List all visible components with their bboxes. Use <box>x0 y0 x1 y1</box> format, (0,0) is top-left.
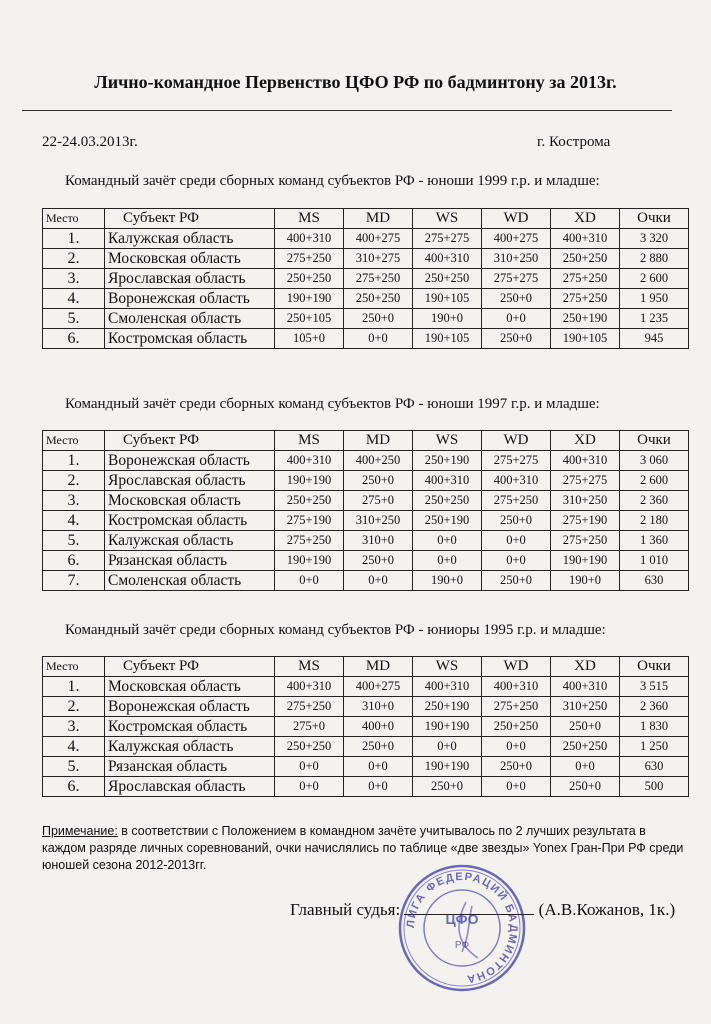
wd-score-cell: 400+275 <box>482 229 551 249</box>
place-cell: 6. <box>43 329 105 349</box>
column-header: MD <box>344 657 413 677</box>
competition-city: г. Кострома <box>537 134 611 150</box>
xd-score-cell: 250+0 <box>551 717 620 737</box>
xd-score-cell: 275+275 <box>551 471 620 491</box>
xd-score-cell: 275+190 <box>551 511 620 531</box>
md-score-cell: 400+275 <box>344 677 413 697</box>
points-cell: 2 360 <box>620 697 689 717</box>
ms-score-cell: 190+190 <box>275 471 344 491</box>
points-cell: 2 600 <box>620 269 689 289</box>
points-cell: 500 <box>620 777 689 797</box>
xd-score-cell: 275+250 <box>551 531 620 551</box>
ws-score-cell: 250+190 <box>413 697 482 717</box>
place-cell: 5. <box>43 757 105 777</box>
table-row <box>43 289 689 309</box>
ws-score-cell: 0+0 <box>413 551 482 571</box>
subject-cell: Рязанская область <box>105 757 275 777</box>
place-cell: 4. <box>43 737 105 757</box>
points-cell: 1 830 <box>620 717 689 737</box>
table-row <box>43 677 689 697</box>
table-row <box>43 551 689 571</box>
table-row <box>43 717 689 737</box>
subject-cell: Смоленская область <box>105 309 275 329</box>
place-cell: 5. <box>43 531 105 551</box>
results-table-1997 <box>42 430 689 591</box>
table-row <box>43 737 689 757</box>
stamp-ring-text: ЛИГА ФЕДЕРАЦИЙ БАДМИНТОНА <box>404 870 520 985</box>
subject-cell: Ярославская область <box>105 269 275 289</box>
chief-judge-label: Главный судья: <box>290 900 401 919</box>
md-score-cell: 250+250 <box>344 289 413 309</box>
subject-cell: Воронежская область <box>105 289 275 309</box>
points-cell: 630 <box>620 757 689 777</box>
table-row <box>43 229 689 249</box>
points-cell: 1 950 <box>620 289 689 309</box>
md-score-cell: 400+275 <box>344 229 413 249</box>
ms-score-cell: 275+0 <box>275 717 344 737</box>
wd-score-cell: 400+310 <box>482 677 551 697</box>
table-row <box>43 531 689 551</box>
subject-cell: Московская область <box>105 249 275 269</box>
ms-score-cell: 0+0 <box>275 777 344 797</box>
ws-score-cell: 0+0 <box>413 737 482 757</box>
wd-score-cell: 275+275 <box>482 451 551 471</box>
subject-cell: Калужская область <box>105 531 275 551</box>
table-row <box>43 451 689 471</box>
place-cell: 5. <box>43 309 105 329</box>
column-header: Место <box>43 209 105 229</box>
subject-cell: Костромская область <box>105 717 275 737</box>
note-label: Примечание: <box>42 824 118 838</box>
column-header: WS <box>413 657 482 677</box>
points-cell: 1 360 <box>620 531 689 551</box>
column-header: Очки <box>620 209 689 229</box>
points-cell: 630 <box>620 571 689 591</box>
place-cell: 6. <box>43 777 105 797</box>
column-header: Место <box>43 431 105 451</box>
wd-score-cell: 310+250 <box>482 249 551 269</box>
table-row <box>43 269 689 289</box>
ms-score-cell: 190+190 <box>275 551 344 571</box>
ms-score-cell: 400+310 <box>275 677 344 697</box>
table-caption-1999: Командный зачёт среди сборных команд субъектов РФ - юноши 1999 г.р. и младше: <box>65 173 600 189</box>
wd-score-cell: 0+0 <box>482 777 551 797</box>
ws-score-cell: 275+275 <box>413 229 482 249</box>
place-cell: 6. <box>43 551 105 571</box>
subject-cell: Калужская область <box>105 737 275 757</box>
table-row <box>43 329 689 349</box>
document-title: Лично-командное Первенство ЦФО РФ по бадминтону за 2013г. <box>94 72 617 92</box>
signature-underline <box>404 900 534 915</box>
place-cell: 3. <box>43 269 105 289</box>
federation-stamp <box>396 862 528 994</box>
wd-score-cell: 250+250 <box>482 717 551 737</box>
md-score-cell: 250+0 <box>344 551 413 571</box>
place-cell: 3. <box>43 717 105 737</box>
wd-score-cell: 0+0 <box>482 309 551 329</box>
column-header: MS <box>275 209 344 229</box>
wd-score-cell: 275+250 <box>482 697 551 717</box>
xd-score-cell: 250+0 <box>551 777 620 797</box>
wd-score-cell: 250+0 <box>482 571 551 591</box>
table-row <box>43 571 689 591</box>
xd-score-cell: 400+310 <box>551 451 620 471</box>
xd-score-cell: 190+105 <box>551 329 620 349</box>
points-cell: 1 250 <box>620 737 689 757</box>
ms-score-cell: 250+250 <box>275 491 344 511</box>
subject-cell: Калужская область <box>105 229 275 249</box>
points-cell: 2 180 <box>620 511 689 531</box>
title-underline <box>22 110 672 111</box>
table-caption-1997: Командный зачёт среди сборных команд субъектов РФ - юноши 1997 г.р. и младше: <box>65 396 600 412</box>
column-header: Место <box>43 657 105 677</box>
ms-score-cell: 250+250 <box>275 269 344 289</box>
ws-score-cell: 250+190 <box>413 451 482 471</box>
md-score-cell: 310+275 <box>344 249 413 269</box>
wd-score-cell: 250+0 <box>482 289 551 309</box>
table-header-row <box>43 657 689 677</box>
points-cell: 2 360 <box>620 491 689 511</box>
points-cell: 1 235 <box>620 309 689 329</box>
ms-score-cell: 275+190 <box>275 511 344 531</box>
xd-score-cell: 0+0 <box>551 757 620 777</box>
wd-score-cell: 0+0 <box>482 551 551 571</box>
md-score-cell: 0+0 <box>344 757 413 777</box>
column-header: WD <box>482 431 551 451</box>
place-cell: 1. <box>43 451 105 471</box>
column-header: WS <box>413 431 482 451</box>
column-header: Субъект РФ <box>105 657 275 677</box>
xd-score-cell: 190+0 <box>551 571 620 591</box>
column-header: Субъект РФ <box>105 209 275 229</box>
md-score-cell: 310+0 <box>344 531 413 551</box>
ms-score-cell: 275+250 <box>275 249 344 269</box>
md-score-cell: 0+0 <box>344 571 413 591</box>
ws-score-cell: 190+190 <box>413 757 482 777</box>
ms-score-cell: 250+250 <box>275 737 344 757</box>
ms-score-cell: 275+250 <box>275 697 344 717</box>
results-table-1999 <box>42 208 689 349</box>
md-score-cell: 310+250 <box>344 511 413 531</box>
place-cell: 3. <box>43 491 105 511</box>
chief-judge-line <box>290 900 675 920</box>
wd-score-cell: 275+275 <box>482 269 551 289</box>
place-cell: 2. <box>43 249 105 269</box>
column-header: XD <box>551 209 620 229</box>
ms-score-cell: 400+310 <box>275 451 344 471</box>
subject-cell: Костромская область <box>105 329 275 349</box>
xd-score-cell: 250+250 <box>551 249 620 269</box>
results-table-1995 <box>42 656 689 797</box>
wd-score-cell: 400+310 <box>482 471 551 491</box>
column-header: MS <box>275 431 344 451</box>
ws-score-cell: 190+0 <box>413 309 482 329</box>
wd-score-cell: 0+0 <box>482 737 551 757</box>
stamp-center-text: ЦФО <box>445 911 479 927</box>
table-row <box>43 471 689 491</box>
ms-score-cell: 0+0 <box>275 571 344 591</box>
xd-score-cell: 250+190 <box>551 309 620 329</box>
table-row <box>43 309 689 329</box>
column-header: Субъект РФ <box>105 431 275 451</box>
table-row <box>43 249 689 269</box>
wd-score-cell: 250+0 <box>482 511 551 531</box>
table-row <box>43 511 689 531</box>
ms-score-cell: 400+310 <box>275 229 344 249</box>
column-header: MD <box>344 431 413 451</box>
points-cell: 945 <box>620 329 689 349</box>
xd-score-cell: 310+250 <box>551 697 620 717</box>
md-score-cell: 0+0 <box>344 329 413 349</box>
md-score-cell: 250+0 <box>344 737 413 757</box>
ws-score-cell: 250+250 <box>413 491 482 511</box>
ws-score-cell: 250+250 <box>413 269 482 289</box>
xd-score-cell: 250+250 <box>551 737 620 757</box>
ws-score-cell: 190+105 <box>413 329 482 349</box>
xd-score-cell: 400+310 <box>551 677 620 697</box>
place-cell: 4. <box>43 289 105 309</box>
column-header: WD <box>482 657 551 677</box>
table-header-row <box>43 431 689 451</box>
ms-score-cell: 250+105 <box>275 309 344 329</box>
points-cell: 3 515 <box>620 677 689 697</box>
ws-score-cell: 400+310 <box>413 249 482 269</box>
xd-score-cell: 400+310 <box>551 229 620 249</box>
column-header: Очки <box>620 431 689 451</box>
md-score-cell: 400+250 <box>344 451 413 471</box>
ms-score-cell: 275+250 <box>275 531 344 551</box>
xd-score-cell: 190+190 <box>551 551 620 571</box>
note-text: в соответствии с Положением в командном зачёте учитывалось по 2 лучших результата в каждом разряде личных соревнований, очки начислялись по таблице «две звезды» Yonex Гран-При РФ среди юношей сезона 2012-2013гг. <box>42 824 684 872</box>
xd-score-cell: 310+250 <box>551 491 620 511</box>
points-cell: 1 010 <box>620 551 689 571</box>
md-score-cell: 250+0 <box>344 309 413 329</box>
column-header: XD <box>551 431 620 451</box>
md-score-cell: 250+0 <box>344 471 413 491</box>
subject-cell: Смоленская область <box>105 571 275 591</box>
ws-score-cell: 400+310 <box>413 677 482 697</box>
ws-score-cell: 250+190 <box>413 511 482 531</box>
ws-score-cell: 250+0 <box>413 777 482 797</box>
competition-date: 22-24.03.2013г. <box>42 134 138 150</box>
ws-score-cell: 190+0 <box>413 571 482 591</box>
place-cell: 2. <box>43 471 105 491</box>
column-header: WS <box>413 209 482 229</box>
wd-score-cell: 250+0 <box>482 757 551 777</box>
table-row <box>43 777 689 797</box>
ms-score-cell: 105+0 <box>275 329 344 349</box>
column-header: Очки <box>620 657 689 677</box>
ms-score-cell: 0+0 <box>275 757 344 777</box>
md-score-cell: 275+0 <box>344 491 413 511</box>
xd-score-cell: 275+250 <box>551 289 620 309</box>
subject-cell: Московская область <box>105 491 275 511</box>
table-row <box>43 757 689 777</box>
table-header-row <box>43 209 689 229</box>
chief-judge-name: (А.В.Кожанов, 1к.) <box>538 900 676 919</box>
column-header: XD <box>551 657 620 677</box>
wd-score-cell: 275+250 <box>482 491 551 511</box>
subject-cell: Ярославская область <box>105 471 275 491</box>
wd-score-cell: 250+0 <box>482 329 551 349</box>
points-cell: 2 880 <box>620 249 689 269</box>
place-cell: 4. <box>43 511 105 531</box>
column-header: MS <box>275 657 344 677</box>
stamp-bottom-text: РФ <box>454 940 470 951</box>
place-cell: 2. <box>43 697 105 717</box>
place-cell: 7. <box>43 571 105 591</box>
column-header: WD <box>482 209 551 229</box>
table-row <box>43 491 689 511</box>
md-score-cell: 275+250 <box>344 269 413 289</box>
ws-score-cell: 190+190 <box>413 717 482 737</box>
md-score-cell: 400+0 <box>344 717 413 737</box>
note-paragraph <box>42 823 692 874</box>
column-header: MD <box>344 209 413 229</box>
subject-cell: Костромская область <box>105 511 275 531</box>
ws-score-cell: 400+310 <box>413 471 482 491</box>
points-cell: 3 060 <box>620 451 689 471</box>
svg-text:ЛИГА ФЕДЕРАЦИЙ БАДМИНТОНА <box>405 871 519 985</box>
md-score-cell: 310+0 <box>344 697 413 717</box>
subject-cell: Рязанская область <box>105 551 275 571</box>
subject-cell: Воронежская область <box>105 451 275 471</box>
subject-cell: Воронежская область <box>105 697 275 717</box>
place-cell: 1. <box>43 229 105 249</box>
table-row <box>43 697 689 717</box>
table-caption-1995: Командный зачёт среди сборных команд субъектов РФ - юниоры 1995 г.р. и младше: <box>65 622 606 638</box>
subject-cell: Ярославская область <box>105 777 275 797</box>
ms-score-cell: 190+190 <box>275 289 344 309</box>
subject-cell: Московская область <box>105 677 275 697</box>
xd-score-cell: 275+250 <box>551 269 620 289</box>
points-cell: 3 320 <box>620 229 689 249</box>
md-score-cell: 0+0 <box>344 777 413 797</box>
wd-score-cell: 0+0 <box>482 531 551 551</box>
ws-score-cell: 0+0 <box>413 531 482 551</box>
points-cell: 2 600 <box>620 471 689 491</box>
place-cell: 1. <box>43 677 105 697</box>
ws-score-cell: 190+105 <box>413 289 482 309</box>
